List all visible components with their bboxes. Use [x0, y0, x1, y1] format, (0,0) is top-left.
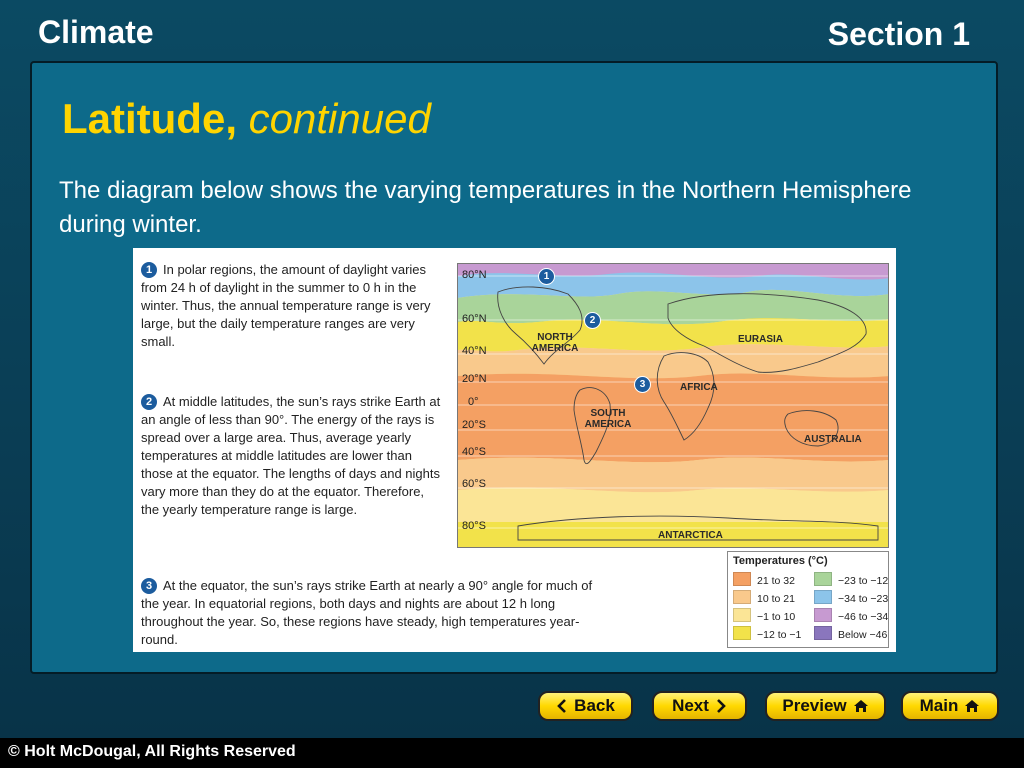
- legend-swatch: [814, 608, 832, 622]
- slide-title: [62, 95, 431, 143]
- label-antarctica: ANTARCTICA: [658, 530, 723, 541]
- legend-item: [814, 608, 888, 622]
- slide-title-sub: continued: [248, 95, 431, 142]
- lat-60s: 60°S: [462, 478, 486, 490]
- legend-swatch: [733, 608, 751, 622]
- footer-bar: [0, 738, 1024, 768]
- home-icon: [964, 699, 980, 713]
- legend-label: 21 to 32: [757, 575, 795, 587]
- legend-item: [733, 608, 795, 622]
- legend-item: [814, 572, 888, 586]
- lat-20s: 20°S: [462, 419, 486, 431]
- legend-label: −46 to −34: [838, 611, 889, 623]
- next-button[interactable]: [652, 691, 747, 721]
- legend-title: Temperatures (°C): [733, 555, 828, 567]
- legend-label: −23 to −12: [838, 575, 889, 587]
- legend-label: Below −46: [838, 629, 888, 641]
- legend-item: [733, 590, 795, 604]
- home-icon: [853, 699, 869, 713]
- main-button-label: Main: [919, 696, 959, 715]
- caption-text-3: At the equator, the sun’s rays strike Earth at nearly a 90° angle for much of the year. In equatorial regions, both days and nights are about 12 h long throughout the year. So, these regions have steady, high temperatures year-round.: [141, 578, 593, 647]
- lat-20n: 20°N: [462, 373, 487, 385]
- legend-swatch: [814, 590, 832, 604]
- caption-equator: [141, 577, 611, 649]
- caption-text-2: At middle latitudes, the sun’s rays strike Earth at an angle of less than 90°. The energy of the rays is spread over a large area. Thus, average yearly temperatures at middle latitudes are lower than those at the equator. The lengths of days and nights vary more than they do at the equator. Therefore, the yearly temperature range is large.: [141, 394, 441, 517]
- chapter-title: Climate: [38, 14, 154, 50]
- legend-label: 10 to 21: [757, 593, 795, 605]
- lat-40s: 40°S: [462, 446, 486, 458]
- caption-middle-latitudes: [141, 393, 441, 519]
- caption-number-1: 1: [141, 262, 157, 278]
- back-button-label: Back: [574, 696, 615, 715]
- legend-item: [814, 590, 888, 604]
- map-marker-3: 3: [634, 376, 651, 393]
- label-africa: AFRICA: [680, 382, 718, 393]
- world-temperature-map: [457, 263, 889, 548]
- slide-body-text: The diagram below shows the varying temperatures in the Northern Hemisphere during winter.: [59, 177, 912, 238]
- slide-title-main: Latitude,: [62, 95, 237, 142]
- caption-number-2: 2: [141, 394, 157, 410]
- caption-number-3: 3: [141, 578, 157, 594]
- legend-swatch: [814, 626, 832, 640]
- legend-label: −34 to −23: [838, 593, 889, 605]
- lat-80n: 80°N: [462, 269, 487, 281]
- legend-label: −12 to −1: [757, 629, 802, 641]
- legend-item: [733, 626, 801, 640]
- label-north-america: NORTH AMERICA: [531, 332, 579, 354]
- legend-swatch: [733, 572, 751, 586]
- lat-0: 0°: [468, 396, 479, 408]
- preview-button[interactable]: [765, 691, 886, 721]
- legend-item: [814, 626, 887, 640]
- next-button-label: Next: [672, 696, 709, 715]
- legend-swatch: [814, 572, 832, 586]
- legend-swatch: [733, 626, 751, 640]
- caption-text-1: In polar regions, the amount of daylight varies from 24 h of daylight in the summer to 0 h in the winter. Thus, the annual temperature range is very large, but the daily temperature ranges are very small.: [141, 262, 431, 349]
- map-marker-1: 1: [538, 268, 555, 285]
- temperature-figure: [133, 248, 896, 652]
- main-button[interactable]: [901, 691, 999, 721]
- preview-button-label: Preview: [782, 696, 847, 715]
- caption-polar: [141, 261, 441, 351]
- label-south-america: SOUTH AMERICA: [584, 408, 632, 430]
- chevron-left-icon: [556, 699, 568, 713]
- label-eurasia: EURASIA: [738, 334, 784, 345]
- back-button[interactable]: [538, 691, 633, 721]
- legend-label: −1 to 10: [757, 611, 796, 623]
- chevron-right-icon: [715, 699, 727, 713]
- legend-swatch: [733, 590, 751, 604]
- copyright-text: © Holt McDougal, All Rights Reserved: [8, 743, 296, 760]
- temperature-legend: [727, 551, 889, 648]
- legend-item: [733, 572, 795, 586]
- map-graphic: [458, 264, 889, 548]
- label-australia: AUSTRALIA: [804, 434, 862, 445]
- section-label: Section 1: [827, 16, 970, 52]
- lat-60n: 60°N: [462, 313, 487, 325]
- lat-80s: 80°S: [462, 520, 486, 532]
- lat-40n: 40°N: [462, 345, 487, 357]
- map-marker-2: 2: [584, 312, 601, 329]
